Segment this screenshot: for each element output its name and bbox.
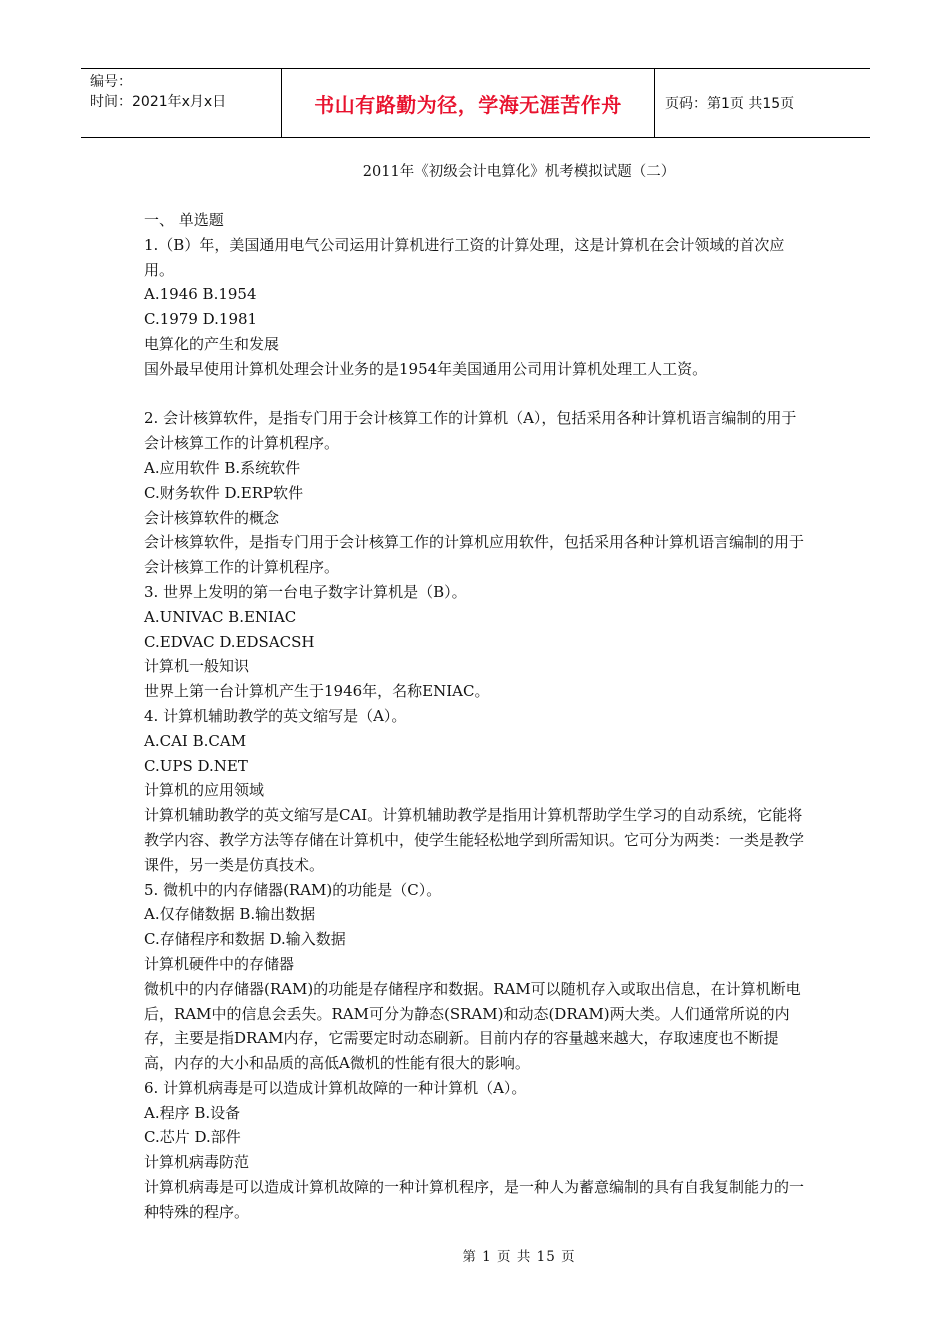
options-line: A.1946 B.1954: [144, 285, 257, 304]
explanation-text: 世界上第一台计算机产生于1946年，名称ENIAC。: [144, 682, 490, 701]
question-4: [144, 704, 808, 878]
explanation-text: 计算机病毒是可以造成计算机故障的一种计算机程序，是一种人为蓄意编制的具有自我复制能力的一种特殊的程序。: [144, 1178, 805, 1221]
question-text: 3. 世界上发明的第一台电子数字计算机是（B）。: [144, 582, 467, 601]
topic-label: 计算机硬件中的存储器: [144, 954, 295, 973]
question-text: 4. 计算机辅助教学的英文缩写是（A）。: [144, 706, 407, 725]
question-text: 6. 计算机病毒是可以造成计算机故障的一种计算机（A）。: [144, 1078, 527, 1097]
header-meta: [81, 69, 282, 137]
question-6: [144, 1076, 808, 1225]
question-2: [144, 406, 808, 580]
topic-label: 计算机的应用领域: [144, 781, 265, 800]
options-line: A.程序 B.设备: [144, 1103, 241, 1122]
question-3: [144, 580, 808, 704]
topic-label: 电算化的产生和发展: [144, 334, 280, 353]
spacer: [144, 382, 808, 407]
options-line: C.财务软件 D.ERP软件: [144, 483, 304, 502]
question-text: 1.（B）年，美国通用电气公司运用计算机进行工资的计算处理，这是计算机在会计领域的首次应用。: [144, 235, 785, 279]
explanation-text: 微机中的内存储器(RAM)的功能是存储程序和数据。RAM可以随机存入或取出信息，在计算机断电后，RAM中的信息会丢失。RAM可分为静态(SRAM)和动态(DRAM)两大类。人们通常所说的内存，主要是指DRAM内存，它需要定时动态刷新。目前内存的容量越来越大，存取速度也不断提高，内存的大小和品质的高低A微机的性能有很大的影响。: [144, 979, 801, 1073]
options-line: C.1979 D.1981: [144, 310, 258, 329]
options-line: C.EDVAC D.EDSACSH: [144, 632, 315, 651]
question-text: 2. 会计核算软件，是指专门用于会计核算工作的计算机（A），包括采用各种计算机语言编制的用于会计核算工作的计算机程序。: [144, 409, 797, 453]
explanation-text: 国外最早使用计算机处理会计业务的是1954年美国通用公司用计算机处理工人工资。: [144, 359, 708, 378]
explanation-text: 计算机辅助教学的英文缩写是CAI。计算机辅助教学是指用计算机帮助学生学习的自动系统，它能将教学内容、教学方法等存储在计算机中，使学生能轻松地学到所需知识。它可分为两类：一类是教学课件，另一类是仿真技术。: [144, 806, 805, 874]
time-label: 时间：2021年x月x日: [90, 94, 227, 110]
options-line: C.芯片 D.部件: [144, 1128, 241, 1147]
motto-text: 书山有路勤为径，学海无涯苦作舟: [314, 92, 622, 117]
options-line: A.应用软件 B.系统软件: [144, 458, 301, 477]
question-1: [144, 233, 808, 382]
question-text: 5. 微机中的内存储器(RAM)的功能是（C）。: [144, 880, 442, 899]
page-footer: 第 1 页 共 15 页: [462, 1249, 576, 1265]
options-line: A.仅存储数据 B.输出数据: [144, 905, 316, 924]
header-motto-cell: [282, 69, 655, 137]
page-info: 页码：第1页 共15页: [665, 96, 795, 112]
options-line: C.存储程序和数据 D.输入数据: [144, 930, 346, 949]
question-5: [144, 878, 808, 1076]
section-heading: 一、 单选题: [144, 211, 224, 229]
explanation-text: 会计核算软件，是指专门用于会计核算工作的计算机应用软件，包括采用各种计算机语言编制的用于会计核算工作的计算机程序。: [144, 533, 805, 577]
topic-label: 会计核算软件的概念: [144, 508, 280, 527]
topic-label: 计算机一般知识: [144, 657, 250, 676]
document-title: 2011年《初级会计电算化》机考模拟试题（二）: [362, 164, 676, 180]
document-body: [144, 208, 808, 1225]
topic-label: 计算机病毒防范: [144, 1153, 250, 1172]
options-line: C.UPS D.NET: [144, 756, 248, 775]
options-line: A.UNIVAC B.ENIAC: [144, 607, 297, 626]
page-header: [81, 68, 870, 138]
number-label: 编号：: [90, 74, 132, 90]
header-page-info-cell: [655, 69, 870, 137]
options-line: A.CAI B.CAM: [144, 731, 247, 750]
